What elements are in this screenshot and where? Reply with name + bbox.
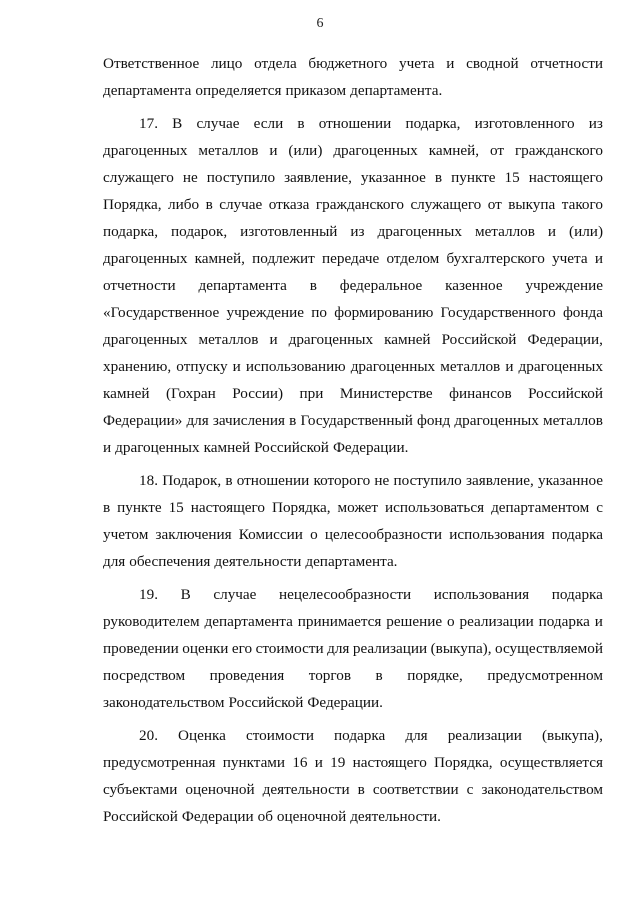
text-line: драгоценных камней, подлежит передаче отделом бухгалтерского учета и <box>103 250 603 267</box>
text-line: служащего не поступило заявление, указанное в пункте 15 настоящего <box>103 169 603 186</box>
text-line: камней (Гохран России) при Министерстве финансов Российской <box>103 385 603 402</box>
text-line: законодательством Российской Федерации. <box>103 694 383 711</box>
text-line: департамента определяется приказом департамента. <box>103 82 443 99</box>
text-line: драгоценных металлов и (или) драгоценных камней, от гражданского <box>103 142 603 159</box>
text-line: «Государственное учреждение по формированию Государственного фонда <box>103 304 603 321</box>
text-line: 17. В случае если в отношении подарка, изготовленного из <box>139 115 603 132</box>
text-line: посредством проведения торгов в порядке, предусмотренном <box>103 667 603 684</box>
text-line: отчетности департамента в федеральное казенное учреждение <box>103 277 603 294</box>
text-line: проведении оценки его стоимости для реализации (выкупа), осуществляемой <box>103 640 603 657</box>
text-line: учетом заключения Комиссии о целесообразности использования подарка <box>103 526 603 543</box>
text-line: Порядка, либо в случае отказа гражданского служащего от выкупа такого <box>103 196 603 213</box>
paragraph <box>103 50 603 104</box>
text-line: субъектами оценочной деятельности в соответствии с законодательством <box>103 781 603 798</box>
text-line: 19. В случае нецелесообразности использования подарка <box>139 586 603 603</box>
text-line: Ответственное лицо отдела бюджетного учета и сводной отчетности <box>103 55 603 72</box>
paragraph <box>103 467 603 575</box>
text-line: Федерации» для зачисления в Государственный фонд драгоценных металлов <box>103 412 603 429</box>
page-number: 6 <box>316 16 324 31</box>
paragraph <box>103 581 603 716</box>
text-line: подарка, подарок, изготовленный из драгоценных металлов и (или) <box>103 223 603 240</box>
text-line: предусмотренная пунктами 16 и 19 настоящего Порядка, осуществляется <box>103 754 603 771</box>
paragraph <box>103 110 603 461</box>
text-line: 18. Подарок, в отношении которого не поступило заявление, указанное <box>139 472 603 489</box>
text-line: в пункте 15 настоящего Порядка, может использоваться департаментом с <box>103 499 603 516</box>
text-line: для обеспечения деятельности департамента. <box>103 553 398 570</box>
text-line: драгоценных металлов и драгоценных камней Российской Федерации, <box>103 331 603 348</box>
text-line: 20. Оценка стоимости подарка для реализации (выкупа), <box>139 727 603 744</box>
text-line: Российской Федерации об оценочной деятельности. <box>103 808 441 825</box>
text-line: хранению, отпуску и использованию драгоценных металлов и драгоценных <box>103 358 603 375</box>
text-line: руководителем департамента принимается решение о реализации подарка и <box>103 613 603 630</box>
text-line: и драгоценных камней Российской Федерации. <box>103 439 409 456</box>
paragraph <box>103 722 603 830</box>
document-body <box>103 50 603 836</box>
